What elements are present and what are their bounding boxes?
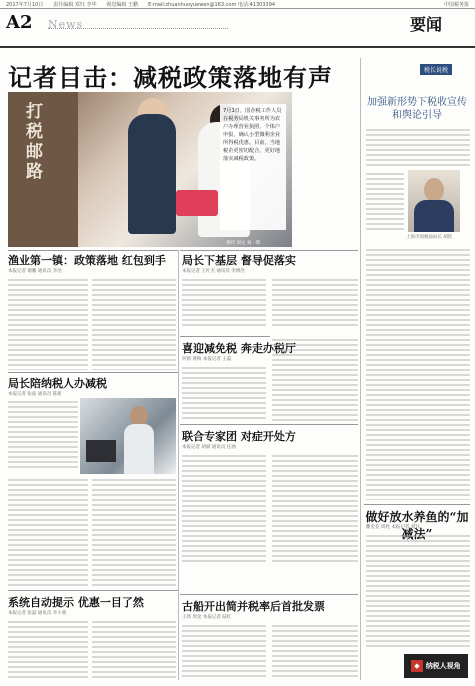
article-title: 喜迎减免税 奔走办税厅 — [182, 342, 296, 355]
logo-text: 纳税人视角 — [425, 662, 461, 670]
header-divider — [48, 28, 228, 29]
portrait-uniform — [414, 200, 454, 232]
article-byline: 王琦 周龙 本报记者 陆红 — [182, 615, 232, 620]
article-body — [8, 618, 88, 680]
man-figure — [124, 424, 154, 474]
article-body — [272, 336, 358, 422]
section-brand: News — [48, 18, 84, 31]
article-title: 古船开出简并税率后首批发票 — [182, 600, 325, 613]
section-rule — [180, 250, 358, 251]
red-sign — [176, 190, 218, 216]
article-body — [8, 398, 78, 468]
paper-name: 中国税务报 — [443, 1, 469, 8]
man-head — [130, 406, 148, 426]
article-byline: 何鹤 黄梅 本报记者 王磊 — [182, 357, 232, 362]
section-rule — [180, 594, 358, 595]
monitor — [86, 440, 116, 462]
sidebar-summary — [366, 126, 470, 166]
column-divider — [360, 58, 361, 680]
officer-figure — [128, 114, 176, 234]
article-byline: 本报记者 谢鹏 通讯员 李浩 — [8, 269, 62, 274]
article-body — [272, 276, 358, 326]
section-rule — [180, 336, 270, 337]
portrait-caption: 上海市国税局局长 胡钦 — [406, 235, 453, 240]
article-body — [182, 364, 266, 422]
issue-date: 2017年7月10日 — [6, 1, 44, 8]
section-rule — [8, 590, 178, 591]
article-body — [182, 622, 266, 680]
sidebar-headline: 加强新形势下税收宣传和舆论引导 — [367, 97, 467, 121]
special-headline: 做好放水养鱼的“加减法” — [365, 510, 469, 541]
article-byline: 本报记者 胡斌 通讯员 任涵 — [182, 445, 236, 450]
article-byline: 本报记者 王红杰 通讯员 李博浩 — [182, 269, 245, 274]
photo-credit: 黄代 刘文 刘一辉 — [226, 241, 261, 246]
portrait-head — [424, 178, 444, 202]
article-byline: 本报记者 张磊 通讯员 李小燕 — [8, 611, 67, 616]
page-number: A2 — [6, 12, 33, 33]
sidebar-body — [366, 246, 470, 500]
article-body — [92, 276, 176, 370]
article-body — [8, 276, 88, 370]
office-photo — [80, 398, 176, 474]
article-title: 联合专家团 对症开处方 — [182, 430, 296, 443]
section-rule — [8, 372, 178, 373]
article-title: 局长陪纳税人办减税 — [8, 377, 107, 390]
photo-banner-text: 打税邮路 — [22, 102, 42, 182]
photo-banner — [8, 92, 78, 247]
editor-credit: 责任编辑 邓钰 李华 — [53, 1, 97, 8]
designer-credit: 视觉编辑 王鹏 — [106, 1, 139, 8]
article-body — [182, 452, 266, 562]
article-title: 系统自动提示 优惠一目了然 — [8, 596, 144, 609]
sidebar-body — [366, 170, 404, 232]
special-body — [366, 532, 470, 650]
article-title: 局长下基层 督导促落实 — [182, 254, 296, 267]
article-body — [272, 452, 358, 562]
article-title: 渔业第一镇：政策落地 红包到手 — [8, 254, 166, 267]
section-rule — [364, 504, 470, 505]
special-byline: 衢金花 周姓 本报记者 邓钰 — [366, 525, 420, 530]
article-body — [92, 476, 176, 586]
article-body — [92, 618, 176, 680]
page-headline: 记者目击：减税政策落地有声 — [8, 64, 333, 92]
top-bar — [0, 0, 475, 9]
sidebar-tag: 税长说税 — [420, 64, 452, 75]
logo-mark: ◆ — [411, 660, 422, 672]
contact-info: E-mail:zhuanhuoyuewen@163.com 电话:41303394 — [148, 1, 276, 8]
column-divider — [178, 250, 179, 680]
article-body — [272, 622, 358, 680]
article-byline: 本报记者 张波 通讯员 陈新 — [8, 392, 62, 397]
section-title: 要闻 — [410, 15, 443, 34]
section-rule — [180, 424, 358, 425]
author-portrait — [408, 170, 460, 232]
photo-caption: 7月1日，国企税工作人员在税务局机关事务所为农户办理营业执照、个体户申报，确认小型微利企业所得税优惠。目前，当地税企更密切配合，更好地落实减税政策。 — [220, 104, 286, 230]
section-rule — [8, 250, 178, 251]
article-body — [8, 476, 88, 586]
column-logo — [404, 654, 468, 678]
article-body — [182, 276, 266, 326]
